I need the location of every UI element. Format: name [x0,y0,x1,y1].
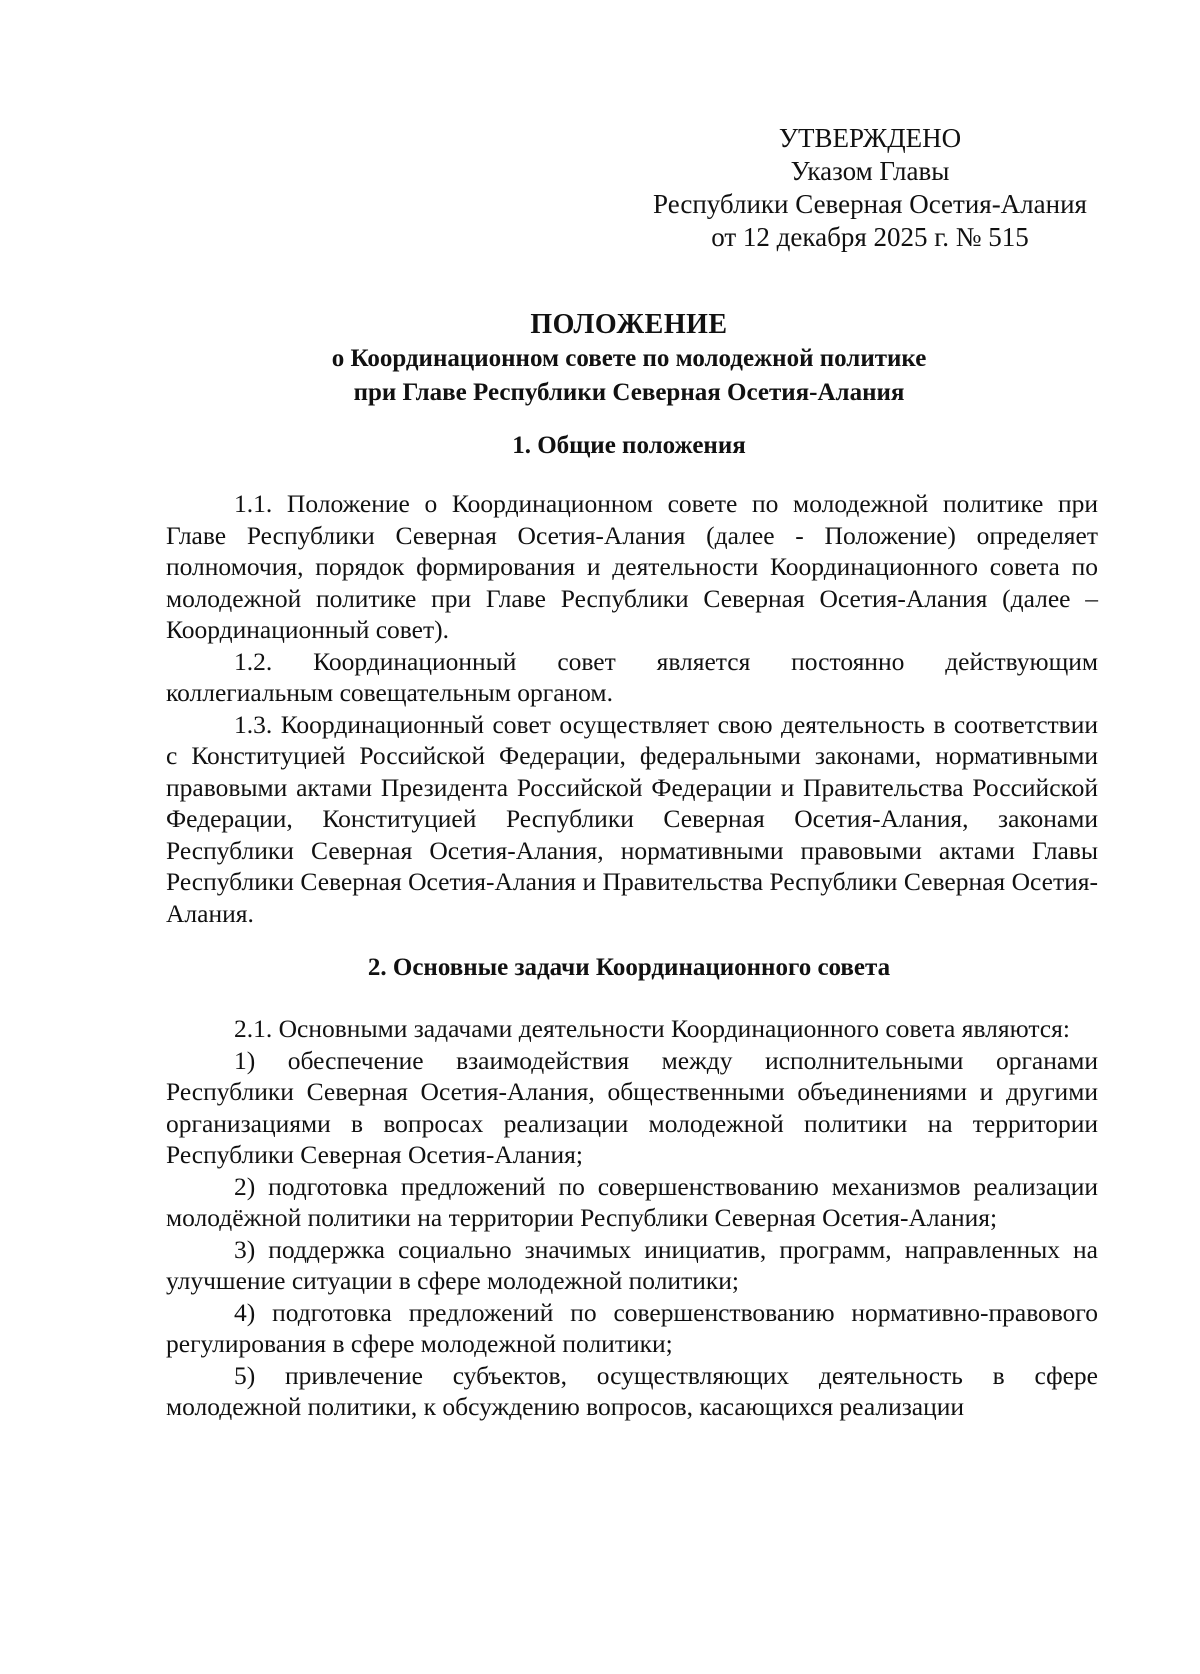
approval-stamp-block [640,122,1100,254]
document-subtitle-line-1: о Координационном совете по молодежной политике [331,345,927,372]
section-2-body [166,1013,1098,1423]
list-item-3: 3) поддержка социально значимых инициатив, программ, направленных на улучшение ситуации в сфере молодежной политики; [166,1234,1098,1295]
paragraph-2-1: 2.1. Основными задачами деятельности Координационного совета являются: [234,1014,1070,1043]
document-title-block [160,308,1098,410]
approval-date-number: от 12 декабря 2025 г. № 515 [711,222,1029,252]
list-item-4: 4) подготовка предложений по совершенствованию нормативно-правового регулирования в сфере молодежной политики; [166,1297,1098,1358]
document-title: ПОЛОЖЕНИЕ [530,309,728,340]
section-1-body [166,488,1098,929]
approval-republic: Республики Северная Осетия-Алания [653,189,1087,219]
approval-label: УТВЕРЖДЕНО [778,123,962,153]
list-item-2: 2) подготовка предложений по совершенствованию механизмов реализации молодёжной политики на территории Республики Северная Осетия-Алания; [166,1171,1098,1232]
section-1-heading: 1. Общие положения [512,432,746,459]
paragraph-1-3: 1.3. Координационный совет осуществляет свою деятельность в соответствии с Конституцией Российской Федерации, федеральными законами, нормативными правовыми актами Президента Российской Федерации и Правительства Российской Федерации, Конституцией Республики Северная Осетия-Алания, законами Республики Северная Осетия-Алания, нормативными правовыми актами Главы Республики Северная Осетия-Алания и Правительства Республики Северная Осетия-Алания. [166,709,1098,928]
paragraph-1-2: 1.2. Координационный совет является постоянно действующим коллегиальным совещательным органом. [166,646,1098,707]
approval-decree: Указом Главы [790,156,950,186]
paragraph-1-1: 1.1. Положение о Координационном совете по молодежной политике при Главе Республики Северная Осетия-Алания (далее - Положение) определяет полномочия, порядок формирования и деятельности Координационного совета по молодежной политике при Главе Республики Северная Осетия-Алания (далее – Координационный совет). [166,489,1098,644]
list-item-5: 5) привлечение субъектов, осуществляющих деятельность в сфере молодежной политики, к обсуждению вопросов, касающихся реализации [166,1360,1098,1421]
section-2-heading: 2. Основные задачи Координационного совета [367,954,891,981]
list-item-1: 1) обеспечение взаимодействия между исполнительными органами Республики Северная Осетия-Алания, общественными объединениями и другими организациями в вопросах реализации молодежной политики на территории Республики Северная Осетия-Алания; [166,1045,1098,1169]
document-subtitle-line-2: при Главе Республики Северная Осетия-Алания [353,379,905,406]
